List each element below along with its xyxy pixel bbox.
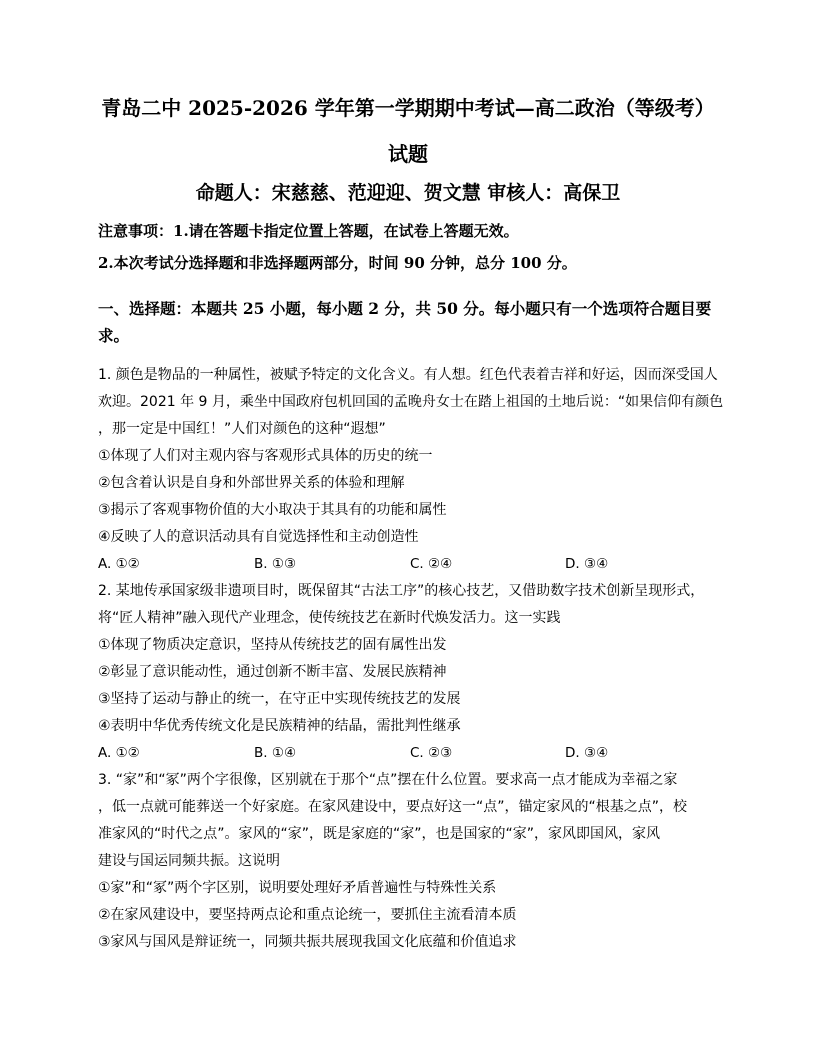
question-1-statement-1: ①体现了人们对主观内容与客观形式具体的历史的统一	[98, 448, 433, 464]
question-1-options	[98, 551, 722, 578]
question-1-statement-2: ②包含着认识是自身和外部世界关系的体验和理解	[98, 475, 405, 491]
option-a: A. ①②	[98, 745, 140, 761]
question-2-statement-3: ③坚持了运动与静止的统一，在守正中实现传统技艺的发展	[98, 691, 461, 707]
question-1-line-2: 欢迎。2021 年 9 月，乘坐中国政府包机回国的孟晚舟女士在踏上祖国的土地后说：“如果信仰有颜色	[98, 394, 724, 410]
question-2	[98, 578, 722, 740]
question-1-line-3: ，那一定是中国红！”人们对颜色的这种“遐想”	[98, 421, 386, 437]
question-2-statement-2: ②彰显了意识能动性，通过创新不断丰富、发展民族精神	[98, 664, 447, 680]
question-1	[98, 362, 722, 551]
notice-line-1: 注意事项：1.请在答题卡指定位置上答题，在试卷上答题无效。	[98, 222, 519, 240]
section-heading	[98, 295, 718, 349]
question-2-statement-1: ①体现了物质决定意识，坚持从传统技艺的固有属性出发	[98, 637, 447, 653]
option-d: D. ③④	[565, 556, 609, 572]
section-heading-line-1: 一、选择题：本题共 25 小题，每小题 2 分，共 50 分。每小题只有一个选项符合题目要	[98, 299, 712, 318]
question-3-statement-2: ②在家风建设中，要坚持两点论和重点论统一，要抓住主流看清本质	[98, 907, 517, 923]
question-3-statement-1: ①家”和“冢”两个字区别，说明要处理好矛盾普遍性与特殊性关系	[98, 880, 497, 896]
option-d: D. ③④	[565, 745, 609, 761]
notice-line-2: 2.本次考试分选择题和非选择题两部分，时间 90 分钟，总分 100 分。	[98, 254, 577, 272]
option-a: A. ①②	[98, 556, 140, 572]
exam-title: 青岛二中 2025-2026 学年第一学期期中考试—高二政治（等级考）	[101, 96, 715, 120]
question-1-statement-4: ④反映了人的意识活动具有自觉选择性和主动创造性	[98, 529, 419, 545]
question-3	[98, 767, 722, 956]
authors-line: 命题人：宋慈慈、范迎迎、贺文慧 审核人：高保卫	[195, 182, 621, 204]
question-3-line-3: 准家风的“时代之点”。家风的“家”，既是家庭的“家”，也是国家的“家”，家风即国风，家风	[98, 826, 661, 842]
question-3-line-4: 建设与国运同频共振。这说明	[98, 853, 280, 869]
question-3-line-1: 3. “家”和“冢”两个字很像，区别就在于那个“点”摆在什么位置。要求高一点才能成为幸福之家	[98, 772, 678, 788]
option-c: C. ②④	[410, 556, 453, 572]
question-2-line-1: 2. 某地传承国家级非遗项目时，既保留其“古法工序”的核心技艺，又借助数字技术创新呈现形式，	[98, 583, 705, 599]
question-3-statement-3: ③家风与国风是辩证统一，同频共振共展现我国文化底蕴和价值追求	[98, 934, 517, 950]
question-2-statement-4: ④表明中华优秀传统文化是民族精神的结晶，需批判性继承	[98, 718, 461, 734]
question-1-line-1: 1. 颜色是物品的一种属性，被赋予特定的文化含义。有人想。红色代表着吉祥和好运，因而深受国人	[98, 367, 718, 383]
section-heading-line-2: 求。	[98, 326, 130, 345]
question-1-statement-3: ③揭示了客观事物价值的大小取决于其具有的功能和属性	[98, 502, 447, 518]
question-3-line-2: ，低一点就可能葬送一个好家庭。在家风建设中，要点好这一“点”，锚定家风的“根基之点”，校	[98, 799, 688, 815]
option-b: B. ①③	[254, 556, 297, 572]
exam-title-continued: 试题	[388, 142, 428, 166]
question-2-line-2: 将“匠人精神”融入现代产业理念，使传统技艺在新时代焕发活力。这一实践	[98, 610, 561, 626]
question-2-options	[98, 740, 722, 767]
option-b: B. ①④	[254, 745, 297, 761]
option-c: C. ②③	[410, 745, 453, 761]
